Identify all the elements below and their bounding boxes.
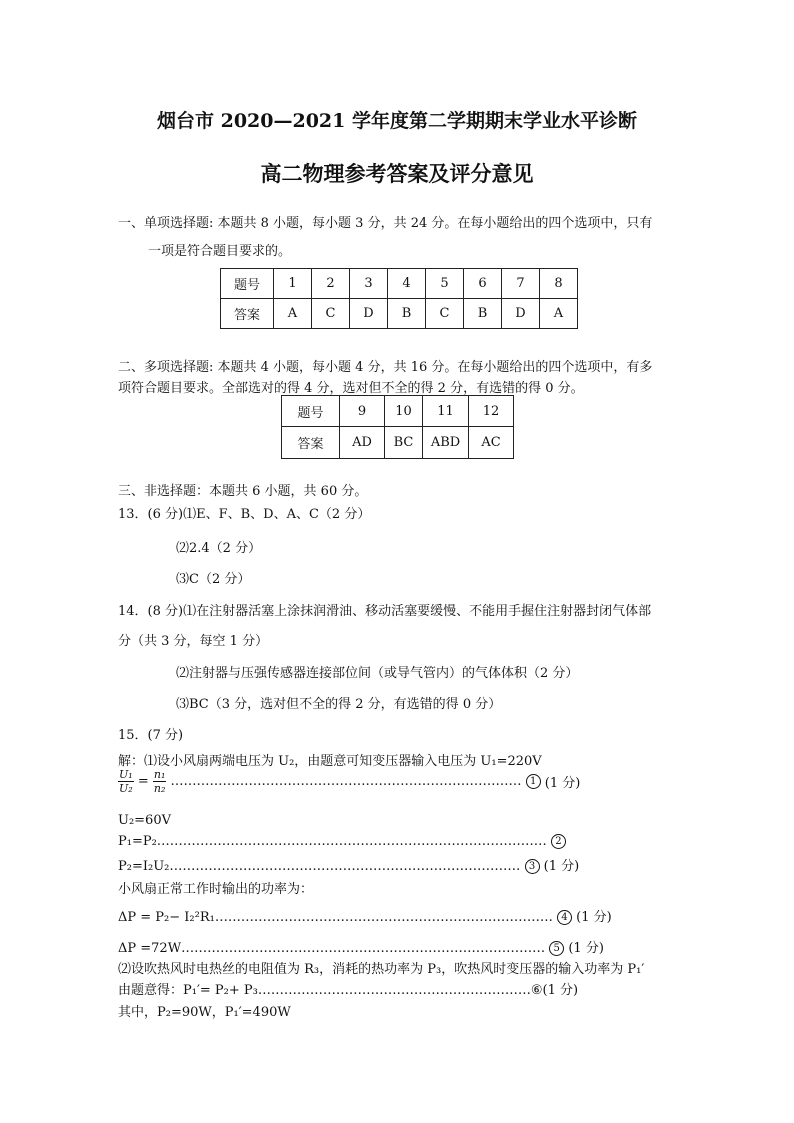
table-cell: C bbox=[312, 299, 350, 329]
fraction-denominator: U₂ bbox=[119, 782, 133, 795]
table-row bbox=[282, 427, 514, 459]
table-cell: D bbox=[502, 299, 540, 329]
q15-equation-4 bbox=[118, 906, 612, 925]
table-cell: 答案 bbox=[282, 427, 340, 459]
q15-output-power-label: 小风扇正常工作时输出的功率为： bbox=[118, 882, 314, 897]
q13-part2: ⑵2.4（2 分） bbox=[176, 541, 262, 556]
fraction-numerator: n₁ bbox=[153, 768, 166, 781]
q14-part1-cont: 分（共 3 分，每空 1 分） bbox=[118, 634, 269, 649]
table-cell: 8 bbox=[540, 269, 578, 299]
q14-part3: ⑶BC（3 分，选对但不全的得 2 分，有选错的得 0 分） bbox=[176, 697, 502, 712]
equation-score: (1 分) bbox=[576, 910, 612, 925]
equation-text: P₂=I₂U₂……………………………………………………………………… bbox=[118, 859, 521, 874]
equation-score: (1 分) bbox=[568, 941, 604, 956]
equation-number-badge: 3 bbox=[525, 859, 540, 874]
equation-number-badge: 5 bbox=[549, 941, 564, 956]
q15-equation-6: 由题意得：P₁′= P₂+ P₃………………………………………………………⑥(1 分) bbox=[118, 983, 579, 998]
table-cell: A bbox=[540, 299, 578, 329]
table-cell: 3 bbox=[350, 269, 388, 299]
table-cell: 答案 bbox=[221, 299, 274, 329]
equation-text: P₁=P₂……………………………………………………………………………… bbox=[118, 834, 547, 849]
table-cell: B bbox=[388, 299, 426, 329]
q15-equation-3 bbox=[118, 855, 579, 874]
table-cell: C bbox=[426, 299, 464, 329]
section2-intro-line2: 项符合题目要求。全部选对的得 4 分，选对但不全的得 2 分，有选错的得 0 分。 bbox=[118, 381, 584, 396]
single-choice-answer-table bbox=[220, 268, 578, 329]
table-cell: D bbox=[350, 299, 388, 329]
fraction-denominator: n₂ bbox=[153, 782, 166, 795]
document-title: 烟台市 2020—2021 学年度第二学期期末学业水平诊断 bbox=[157, 110, 637, 132]
equation-text: ΔP =72W………………………………………………………………………… bbox=[118, 941, 546, 956]
table-row bbox=[221, 269, 578, 299]
section1-intro-line2: 一项是符合题目要求的。 bbox=[148, 244, 292, 259]
table-cell: AC bbox=[469, 427, 514, 459]
fraction-numerator: U₁ bbox=[119, 768, 133, 781]
table-cell: 5 bbox=[426, 269, 464, 299]
section3-heading: 三、非选择题：本题共 6 小题，共 60 分。 bbox=[118, 484, 368, 499]
table-cell: AD bbox=[340, 427, 385, 459]
table-cell: 题号 bbox=[221, 269, 274, 299]
table-cell: 1 bbox=[274, 269, 312, 299]
equation-score: (1 分) bbox=[544, 776, 581, 791]
voltage-ratio-fraction bbox=[118, 768, 134, 795]
equation-number-badge: 2 bbox=[551, 834, 566, 849]
table-cell: 10 bbox=[385, 396, 423, 427]
table-cell: 6 bbox=[464, 269, 502, 299]
multi-choice-answer-table bbox=[281, 395, 514, 459]
table-cell: 9 bbox=[340, 396, 385, 427]
equation-text: ΔP = P₂− I₂²R₁…………………………………………………………………… bbox=[118, 910, 553, 925]
table-cell: 7 bbox=[502, 269, 540, 299]
table-row bbox=[282, 396, 514, 427]
table-cell: A bbox=[274, 299, 312, 329]
equation-number-badge: 1 bbox=[526, 774, 541, 789]
q15-solution-line1: 解：⑴设小风扇两端电压为 U₂，由题意可知变压器输入电压为 U₁=220V bbox=[118, 754, 542, 769]
section2-intro-line1: 二、多项选择题: 本题共 4 小题，每小题 4 分，共 16 分。在每小题给出的四个选项中，有多 bbox=[118, 360, 653, 375]
q14-part2: ⑵注射器与压强传感器连接部位间（或导气管内）的气体体积（2 分） bbox=[176, 666, 579, 681]
table-cell: 2 bbox=[312, 269, 350, 299]
section1-intro-line1: 一、单项选择题: 本题共 8 小题，每小题 3 分，共 24 分。在每小题给出的四个选项中，只有 bbox=[118, 216, 653, 231]
q15-solution-line2: ⑵设吹热风时电热丝的电阻值为 R₃，消耗的热功率为 P₃，吹热风时变压器的输入功率为 P₁′ bbox=[118, 962, 645, 977]
equation-score: (1 分) bbox=[543, 859, 580, 874]
q13-part3: ⑶C（2 分） bbox=[176, 572, 251, 587]
leader-dots: ……………………………………………………………………… bbox=[170, 774, 522, 789]
q15-equation-5 bbox=[118, 937, 604, 956]
q15-u2-value: U₂=60V bbox=[118, 813, 171, 828]
q15-equation-2 bbox=[118, 834, 566, 849]
table-cell: B bbox=[464, 299, 502, 329]
table-cell: 11 bbox=[423, 396, 469, 427]
table-cell: 4 bbox=[388, 269, 426, 299]
q15-heading: 15．(7 分) bbox=[118, 728, 184, 743]
table-cell: BC bbox=[385, 427, 423, 459]
q15-given-values: 其中，P₂=90W，P₁′=490W bbox=[118, 1005, 291, 1020]
table-cell: 题号 bbox=[282, 396, 340, 427]
q15-equation-1: $\frac{\text{U₁}}{\text{U₂}}$ = $\frac{\text{n₁}}{\text{n₂}}$ ……………………………………………………………………… 1 (1 分) bbox=[119, 768, 581, 795]
equation-number-badge: 4 bbox=[557, 910, 572, 925]
turns-ratio-fraction bbox=[153, 768, 167, 795]
document-subtitle: 高二物理参考答案及评分意见 bbox=[260, 161, 534, 186]
table-cell: 12 bbox=[469, 396, 514, 427]
q13-part1: 13．(6 分)⑴E、F、B、D、A、C（2 分） bbox=[118, 507, 371, 522]
table-cell: ABD bbox=[423, 427, 469, 459]
table-row bbox=[221, 299, 578, 329]
q14-part1: 14．(8 分)⑴在注射器活塞上涂抹润滑油、移动活塞要缓慢、不能用手握住注射器封闭气体部 bbox=[118, 604, 652, 619]
